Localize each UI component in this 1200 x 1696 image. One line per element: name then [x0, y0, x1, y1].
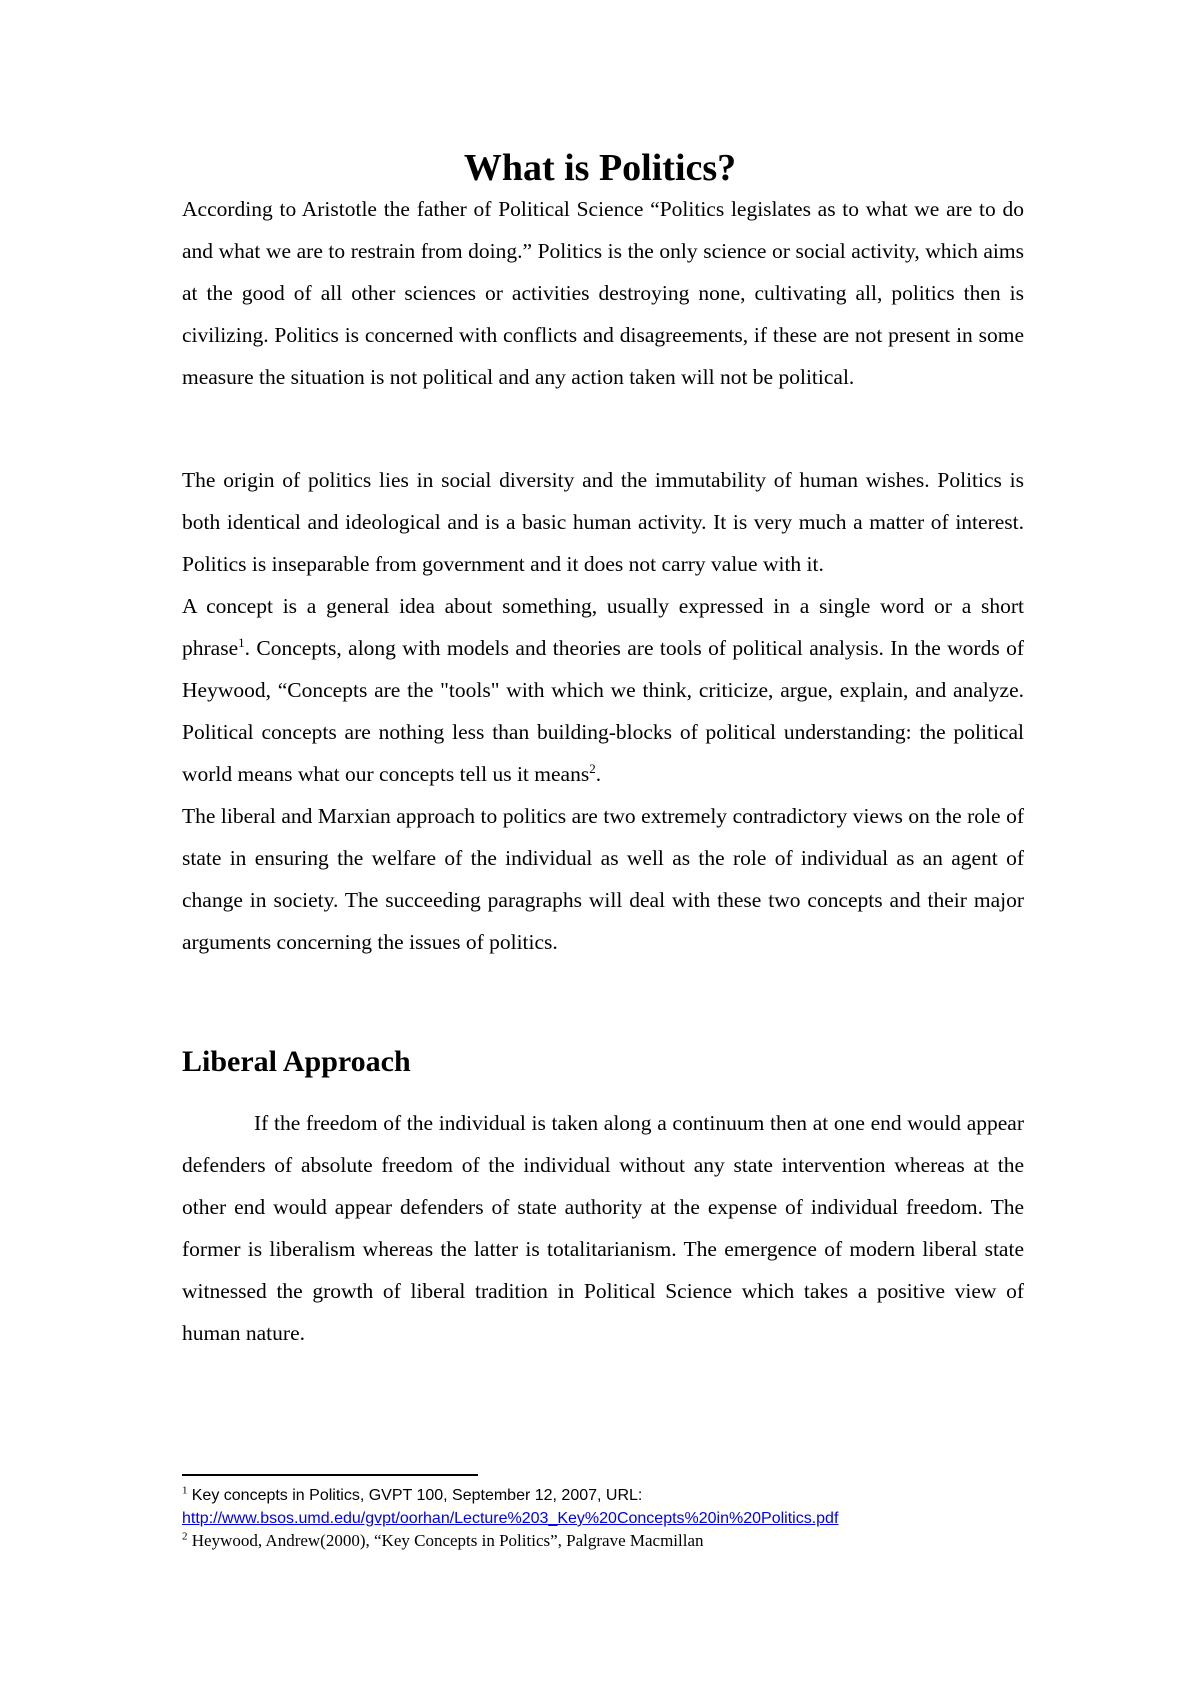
footnotes: [182, 1484, 1082, 1552]
section-heading-liberal-approach: Liberal Approach: [182, 1045, 411, 1078]
page-title: What is Politics?: [463, 147, 737, 189]
footnote-1: [182, 1484, 1082, 1507]
paragraph-liberal: If the freedom of the individual is taken along a continuum then at one end would appear defenders of absolute freedom of the individual without any state intervention whereas at the other end would appear defenders of state authority at the expense of individual freedom. The former is liberalism whereas the latter is totalitarianism. The emergence of modern liberal state witnessed the growth of liberal tradition in Political Science which takes a positive view of human nature.: [182, 1111, 1024, 1345]
origin-section: [182, 459, 1024, 963]
footnote-separator: [182, 1474, 478, 1476]
footnote-1-text: Key concepts in Politics, GVPT 100, September 12, 2007, URL:: [191, 1487, 643, 1504]
intro-section: [182, 188, 1024, 398]
footnote-1-link-line: [182, 1507, 1082, 1530]
footnote-2-mark: 2: [182, 1530, 188, 1543]
paragraph-origin: The origin of politics lies in social diversity and the immutability of human wishes. Politics is both identical and ideological and is a basic human activity. It is very much a matter of interest. Politics is inseparable from government and it does not carry value with it.: [182, 468, 1024, 576]
liberal-section: [182, 1102, 1024, 1354]
paragraph-liberal-marxian: The liberal and Marxian approach to politics are two extremely contradictory views on the role of state in ensuring the welfare of the individual as well as the role of individual as an agent of change in society. The succeeding paragraphs will deal with these two concepts and their major arguments concerning the issues of politics.: [182, 804, 1024, 954]
footnote-2: [182, 1530, 1082, 1552]
footnote-1-link[interactable]: http://www.bsos.umd.edu/gvpt/oorhan/Lecture%203_Key%20Concepts%20in%20Politics.pdf: [182, 1510, 839, 1527]
footnote-2-text: Heywood, Andrew(2000), “Key Concepts in Politics”, Palgrave Macmillan: [191, 1531, 704, 1550]
paragraph-concept-part2: . Concepts, along with models and theories are tools of political analysis. In the words of Heywood, “Concepts are the "tools" with which we think, criticize, argue, explain, and analyze. Political concepts are nothing less than building-blocks of political understanding: the political world means what our concepts tell us it means: [182, 636, 1024, 786]
paragraph-concept-part3: .: [595, 762, 602, 786]
footnote-ref-2[interactable]: 2: [589, 760, 596, 776]
footnote-1-mark: 1: [182, 1484, 188, 1497]
footnote-ref-1[interactable]: 1: [238, 634, 245, 650]
paragraph-aristotle: According to Aristotle the father of Political Science “Politics legislates as to what we are to do and what we are to restrain from doing.” Politics is the only science or social activity, which aims at the good of all other sciences or activities destroying none, cultivating all, politics then is civilizing. Politics is concerned with conflicts and disagreements, if these are not present in some measure the situation is not political and any action taken will not be political.: [182, 197, 1024, 389]
paragraph-concept-part1: A concept is a general idea about something, usually expressed in a single word or a short phrase: [182, 594, 1024, 660]
paragraph-concept: [182, 585, 1024, 795]
